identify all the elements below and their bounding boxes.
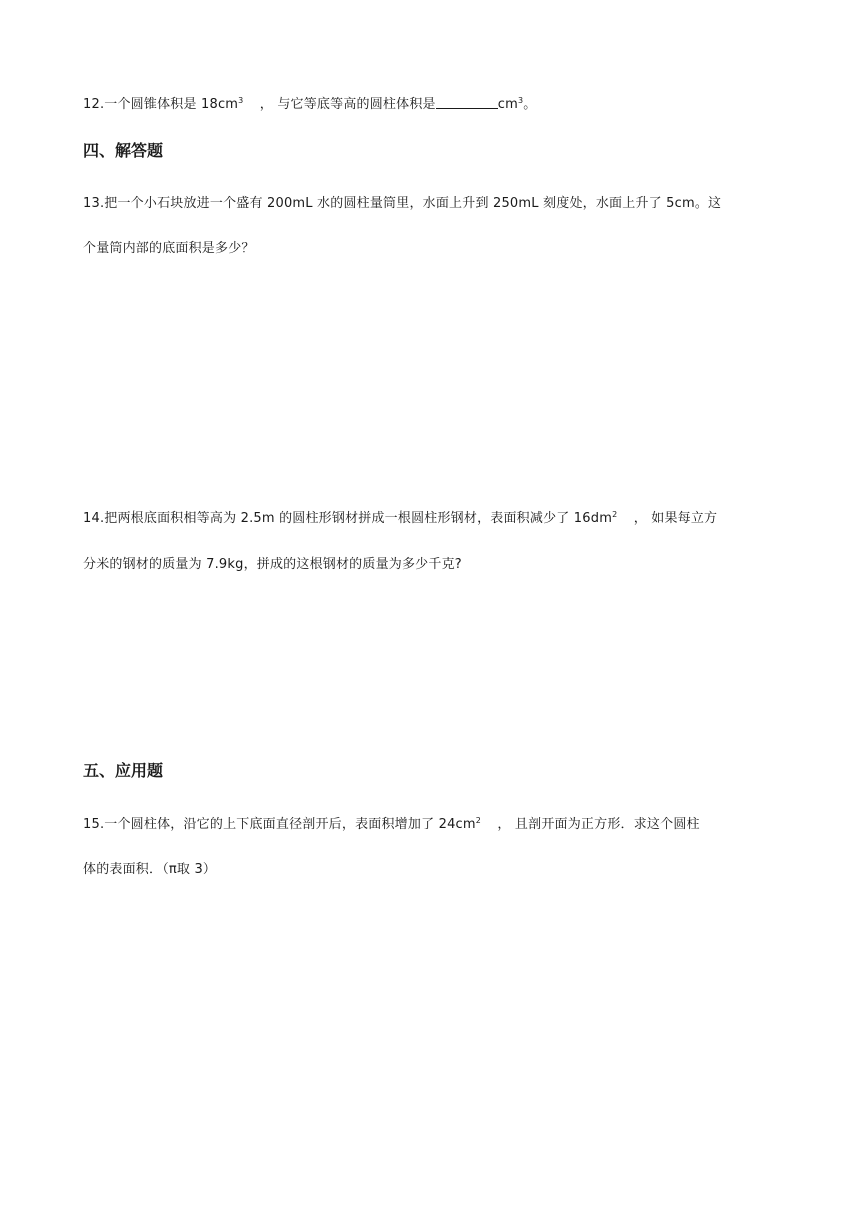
question-15-text: 15.一个圆柱体，沿它的上下底面直径剖开后，表面积增加了 24cm xyxy=(83,817,476,832)
question-15-text: ， 且剖开面为正方形．求这个圆柱 xyxy=(493,817,700,832)
question-14-line-2: 分米的钢材的质量为 7.9kg，拼成的这根钢材的质量为多少千克? xyxy=(83,557,462,572)
question-14-text: 14.把两根底面积相等高为 2.5m 的圆柱形钢材拼成一根圆柱形钢材，表面积减少了 16dm xyxy=(83,511,613,526)
question-12-text: 12.一个圆锥体积是 18cm xyxy=(83,97,239,112)
superscript: 3 xyxy=(238,96,244,105)
superscript: 2 xyxy=(475,816,482,825)
superscript: 2 xyxy=(612,510,618,519)
question-12-text: 。 xyxy=(523,97,537,112)
question-15-line-1 xyxy=(83,816,700,834)
question-13-line-2: 个量筒内部的底面积是多少？ xyxy=(83,241,255,256)
question-13-line-1: 13.把一个小石块放进一个盛有 200mL 水的圆柱量筒里，水面上升到 250mL 刻度处，水面上升了 5cm。这 xyxy=(83,196,722,211)
question-12-unit: cm xyxy=(497,97,518,112)
question-14-line-1 xyxy=(83,510,717,528)
question-15-line-2: 体的表面积．（π取 3） xyxy=(83,862,217,877)
section-heading-4: 四、解答题 xyxy=(83,141,164,160)
question-12-text: ， 与它等底等高的圆柱体积是 xyxy=(255,97,436,112)
section-heading-5: 五、应用题 xyxy=(83,761,164,780)
answer-blank[interactable] xyxy=(436,96,498,109)
superscript: 3 xyxy=(517,96,524,105)
question-12 xyxy=(83,96,536,114)
question-14-text: ， 如果每立方 xyxy=(629,511,718,526)
